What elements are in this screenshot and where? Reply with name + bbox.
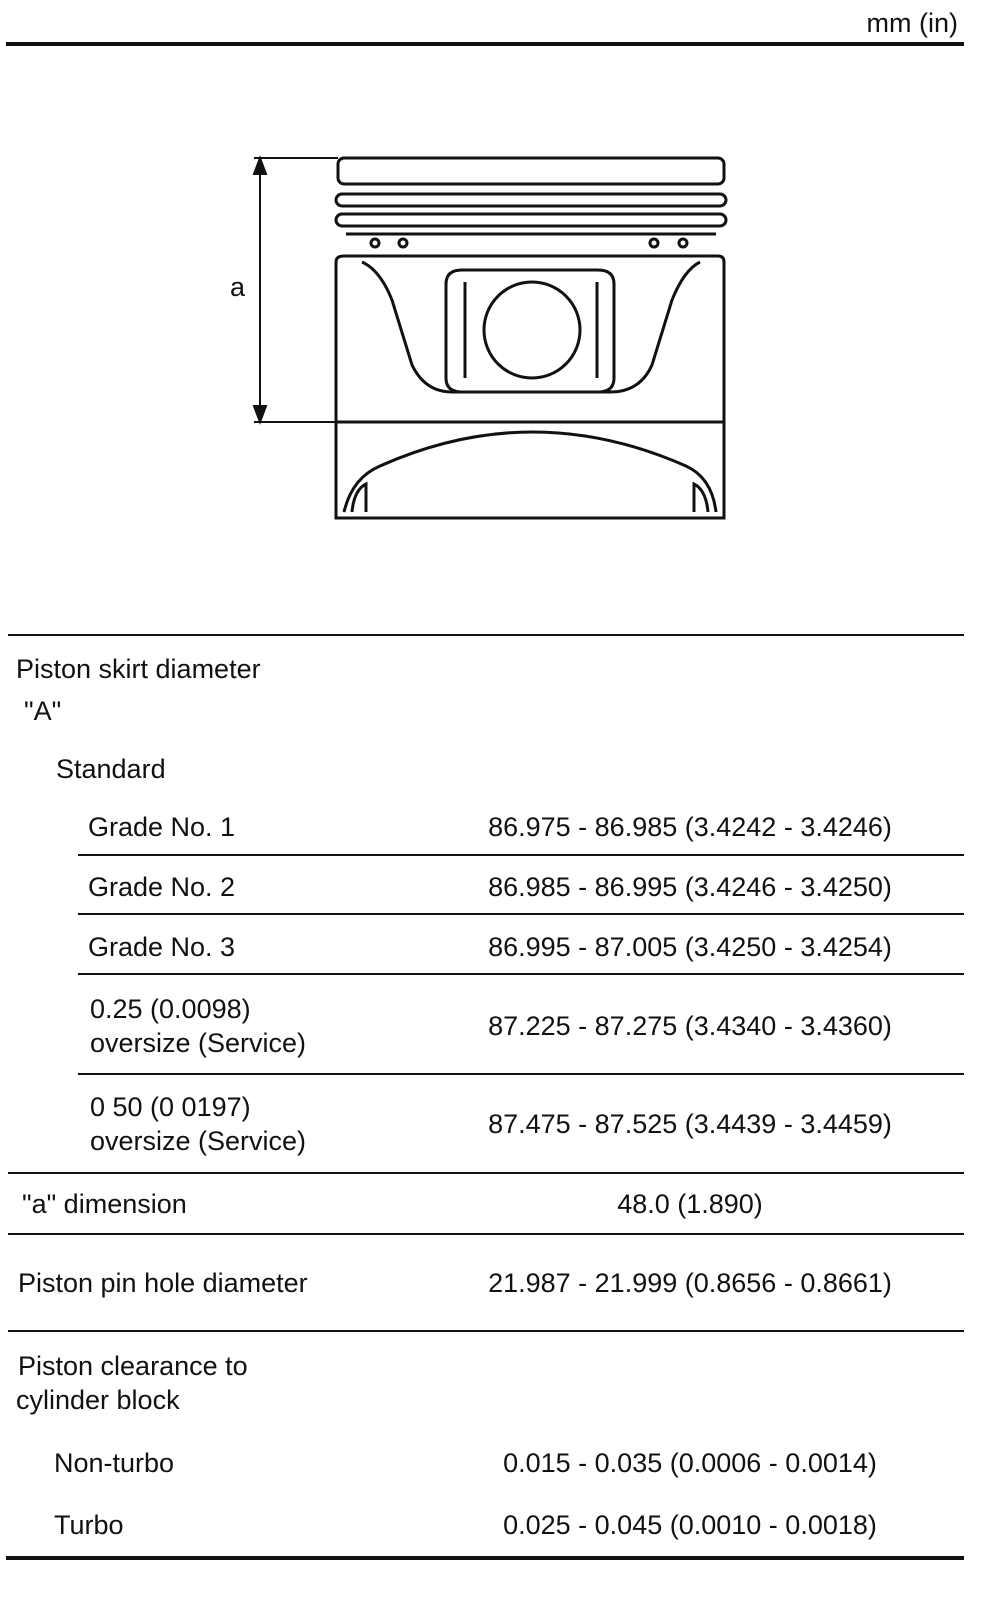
clearance-title-line2: cylinder block [16, 1385, 180, 1415]
skirt-title: Piston skirt diameter [16, 654, 261, 684]
turbo-label: Turbo [54, 1510, 124, 1540]
turbo-value: 0.025 - 0.045 (0.0010 - 0.0018) [503, 1510, 877, 1540]
grade-2-value: 86.985 - 86.995 (3.4246 - 3.4250) [488, 872, 892, 902]
ring-land-2 [336, 214, 726, 226]
table-top-rule [8, 634, 964, 636]
a-dimension-value: 48.0 (1.890) [617, 1189, 763, 1219]
oil-hole [679, 239, 687, 247]
piston-crown [338, 158, 724, 184]
arrow-down-icon [254, 406, 266, 422]
grade-2-label: Grade No. 2 [88, 872, 236, 902]
piston-body [336, 256, 724, 518]
section-divider [8, 1330, 964, 1332]
pin-hole [484, 282, 580, 378]
oil-hole [371, 239, 379, 247]
oversize-025-value: 87.225 - 87.275 (3.4340 - 3.4360) [488, 1011, 892, 1041]
oversize-025-label-line2: oversize (Service) [90, 1028, 307, 1058]
a-dimension-label: "a" dimension [22, 1189, 187, 1219]
arrow-up-icon [254, 158, 266, 174]
ring-land-1 [336, 194, 726, 206]
unit-header: mm (in) [866, 8, 958, 38]
piston-figure [0, 0, 1008, 600]
grade-1-value: 86.975 - 86.985 (3.4242 - 3.4246) [488, 812, 892, 842]
row-divider [78, 1073, 964, 1075]
oversize-050-label-line1: 0 50 (0 0197) [90, 1092, 251, 1122]
table-bottom-rule [6, 1556, 964, 1560]
skirt-group-standard: Standard [56, 754, 166, 784]
oil-hole [399, 239, 407, 247]
grade-3-value: 86.995 - 87.005 (3.4250 - 3.4254) [488, 932, 892, 962]
section-divider [8, 1233, 964, 1235]
dimension-label: a [230, 272, 246, 302]
non-turbo-value: 0.015 - 0.035 (0.0006 - 0.0014) [503, 1448, 877, 1478]
clearance-title-line1: Piston clearance to [18, 1351, 248, 1381]
section-divider [8, 1172, 964, 1174]
grade-3-label: Grade No. 3 [88, 932, 236, 962]
row-divider [78, 973, 964, 975]
oversize-050-label-line2: oversize (Service) [90, 1126, 307, 1156]
row-divider [78, 913, 964, 915]
oversize-050-value: 87.475 - 87.525 (3.4439 - 3.4459) [488, 1109, 892, 1139]
row-divider [78, 854, 964, 856]
skirt-subtitle: "A" [24, 696, 62, 726]
pin-hole-label: Piston pin hole diameter [18, 1268, 308, 1298]
oil-hole [650, 239, 658, 247]
pin-hole-value: 21.987 - 21.999 (0.8656 - 0.8661) [488, 1268, 892, 1298]
non-turbo-label: Non-turbo [54, 1448, 175, 1478]
grade-1-label: Grade No. 1 [88, 812, 236, 842]
oversize-025-label-line1: 0.25 (0.0098) [90, 994, 251, 1024]
